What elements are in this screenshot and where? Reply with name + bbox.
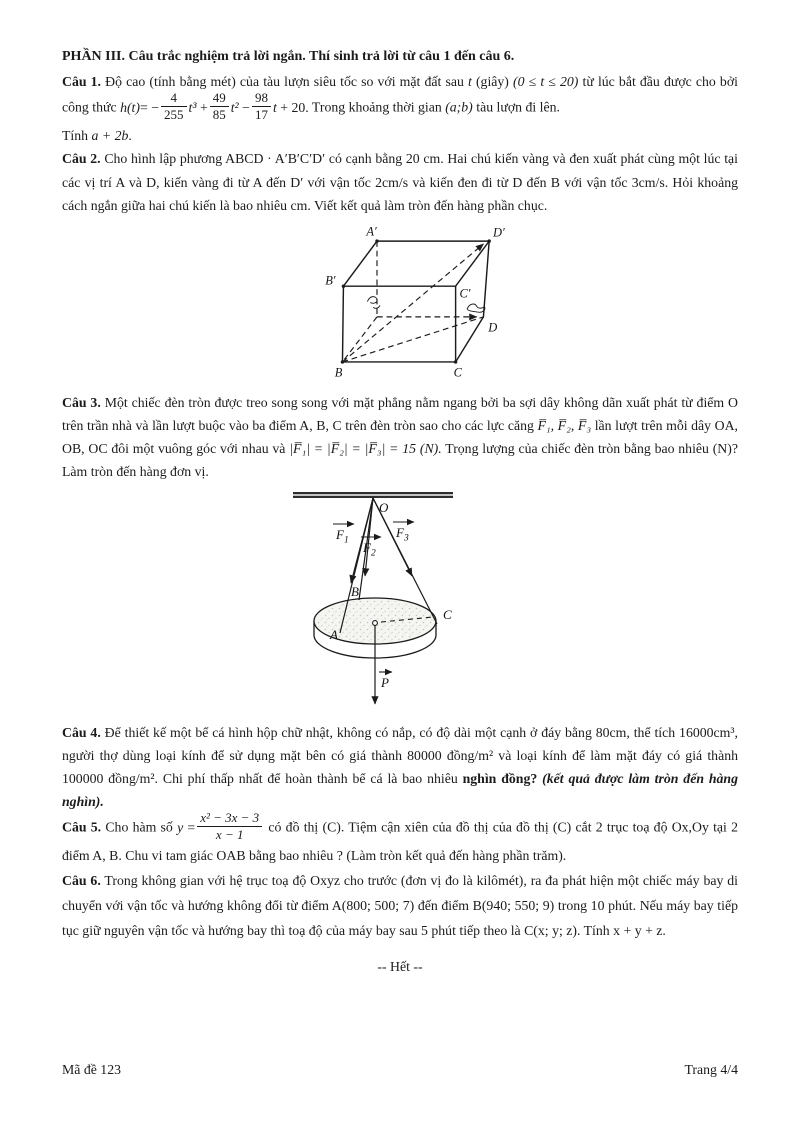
question-6-label: Câu 6. — [62, 872, 101, 888]
formula-op: = — [187, 820, 196, 835]
page-number: Trang 4/4 — [684, 1062, 738, 1077]
text-run: Cho hàm số — [105, 820, 173, 835]
question-2 — [62, 147, 738, 217]
text-run: Một chiếc đèn tròn được treo song song với mặt phẳng nằm ngang bởi ba sợi dây không dãn xuất phát từ điểm O trên trần nhà và lần lượt buộc vào ba điểm A, B, C trên đèn tròn sao cho các lực căng — [62, 394, 738, 434]
text-run: (giây) — [475, 74, 509, 89]
math-interval: (a;b) — [445, 99, 473, 115]
formula-op: = − — [139, 99, 159, 115]
fraction-rational: $\frac{\text{x² − 3x − 3}}{x - 1}$ — [197, 811, 262, 842]
math-var-t: t — [467, 74, 472, 89]
formula-lhs: h(t) — [120, 99, 140, 115]
lamp-label-f2: $F_2$ — [363, 539, 376, 559]
cube-right-edges — [456, 241, 490, 362]
fraction-2: $\frac{49}{85}$ — [210, 91, 229, 122]
text-run: Để thiết kế một bể cá hình hộp chữ nhật, không có nắp, có độ dài một cạnh ở đáy bằng 80cm, thể tích 16000cm³, người thợ dùng loại kính để sử dụng mặt bên có giá thành 80000 đồng/m² và loại kính để làm mặt đáy có giá thành 100000 đồng/m². Chi phí thấp nhất để hoàn thành bể cá là bao nhiêu — [62, 724, 738, 786]
cube-label-c-prime: C′ — [459, 286, 471, 301]
text-run: có đồ thị (C). Tiệm cận xiên của đồ thị của đồ thị (C) cắt 2 trục toạ độ Ox,Oy tại 2 điểm A, B. Chu vi tam giác OAB bằng bao nhiêu ? (Làm tròn kết quả đến hàng phần trăm). — [62, 820, 739, 864]
lamp-figure — [62, 488, 738, 719]
formula-term: t³ — [188, 99, 197, 115]
math-expr: a + 2b — [91, 128, 129, 144]
fraction-3: $\frac{98}{17}$ — [252, 91, 271, 122]
fraction-1: $\frac{4}{255}$ — [161, 91, 187, 122]
formula-term: t² — [230, 99, 239, 115]
cube-label-d: D — [488, 320, 498, 335]
exam-code: Mã đề 123 — [62, 1062, 122, 1077]
text-run: Tính — [62, 128, 89, 144]
question-1-ask — [62, 124, 738, 147]
cube-label-a-prime: A′ — [366, 224, 377, 239]
formula-op: + — [199, 99, 208, 115]
lamp-label-f1: $F_1$ — [336, 526, 349, 546]
end-mark: -- Hết -- — [377, 958, 423, 974]
section-header: PHẦN III. Câu trắc nghiệm trả lời ngắn. Thí sinh trả lời từ câu 1 đến câu 6. — [62, 49, 515, 64]
text-run: Trọng lượng của chiếc đèn tròn bằng bao nhiêu (N)? Làm tròn đến hàng đơn vị. — [62, 441, 738, 480]
lamp-label-o: O — [379, 499, 389, 515]
question-4 — [62, 721, 738, 814]
question-1 — [62, 70, 738, 124]
text-run: . — [128, 128, 132, 144]
edge-a-b — [342, 317, 377, 362]
ant-doodle-black — [467, 304, 485, 312]
text-run-bold: nghìn đồng? — [462, 770, 538, 786]
question-1-label: Câu 1. — [62, 74, 102, 89]
formula-h-t — [120, 90, 312, 123]
force-vectors: F̅₁, F̅₂, F̅₃ — [537, 418, 592, 434]
text-run: Độ cao (tính bằng mét) của tàu lượn siêu tốc so với mặt đất sau — [105, 74, 464, 89]
question-3-label: Câu 3. — [62, 394, 101, 410]
question-3 — [62, 391, 738, 484]
disk-center-point — [373, 620, 378, 625]
text-run: Trong khoảng thời gian — [311, 99, 442, 115]
diagonal-b-d-prime — [342, 244, 483, 362]
force-magnitudes: |F̅₁| = |F̅₂| = |F̅₃| = 15 (N). — [289, 441, 442, 457]
lamp-label-b: B — [351, 583, 359, 599]
lamp-label-a: A — [330, 626, 338, 642]
cube-figure — [62, 221, 738, 389]
diagonal-b-d — [342, 317, 483, 362]
ant-doodle-yellow — [367, 297, 379, 309]
cube-label-c: C — [453, 365, 463, 380]
cube-top-face — [343, 241, 489, 286]
text-run: từ lúc bắt đầu — [582, 74, 660, 89]
text-run: Trong không gian với hệ trục toạ độ Oxyz cho trước (đơn vị đo là kilômét), ra đa phát hiện một chiếc máy bay di chuyển với vận tốc và hướng không đổi từ điểm A(800; 500; 7) đến điểm B(940; 550; 9) trong 10 phút. Nếu máy bay tiếp tục giữ nguyên vận tốc và hướng bay thì toạ độ của máy bay sau 5 phút tiếp theo là C(x; y; z). Tính x + y + z. — [62, 872, 738, 938]
text-run: lần lượt trên mỗi dây OA, OB, OC đôi một vuông góc với nhau và — [62, 418, 738, 457]
question-2-label: Câu 2. — [62, 151, 101, 167]
question-6 — [62, 868, 738, 943]
ceiling — [293, 492, 453, 498]
rounding-note: (kết quả được làm tròn đến hàng nghìn). — [62, 770, 739, 810]
text-run: tàu lượn đi lên. — [476, 99, 560, 115]
cube-label-b-prime: B′ — [325, 273, 336, 288]
cube-drawing — [275, 221, 525, 384]
formula-term: t — [272, 99, 277, 115]
cube-solid-edges — [342, 241, 489, 362]
cube-front-face — [342, 286, 455, 362]
formula-y — [177, 810, 268, 843]
question-4-label: Câu 4. — [62, 724, 101, 740]
lamp-drawing — [275, 488, 525, 714]
lamp-label-c: C — [443, 606, 452, 622]
cube-label-b: B — [334, 365, 343, 380]
question-5-label: Câu 5. — [62, 820, 102, 835]
text-run: được cho bởi công thức — [62, 74, 738, 115]
formula-lhs: y — [177, 820, 184, 835]
formula-op: + 20. — [280, 99, 309, 115]
lamp-label-p: P — [381, 674, 389, 690]
cube-vertex-dots — [341, 239, 491, 363]
formula-op: − — [242, 99, 250, 115]
question-5 — [62, 810, 739, 867]
cube-label-d-prime: D′ — [493, 225, 505, 240]
lamp-label-f3: $F_3$ — [396, 524, 409, 544]
text-run: Cho hình lập phương ABCD · A′B′C′D′ có cạnh bằng 20 cm. Hai chú kiến vàng và đen xuất phát cùng một lúc tại các vị trí A và D, kiến vàng đi từ A đến D′ với vận tốc 2cm/s và kiến đen đi từ D đến B với vận tốc 3cm/s. Hỏi khoảng cách ngắn giữa hai chú kiến là bao nhiêu cm. Viết kết quả làm tròn đến hàng phần chục. — [62, 151, 738, 213]
page-content — [62, 46, 738, 975]
math-domain: (0 ≤ t ≤ 20) — [513, 74, 579, 89]
